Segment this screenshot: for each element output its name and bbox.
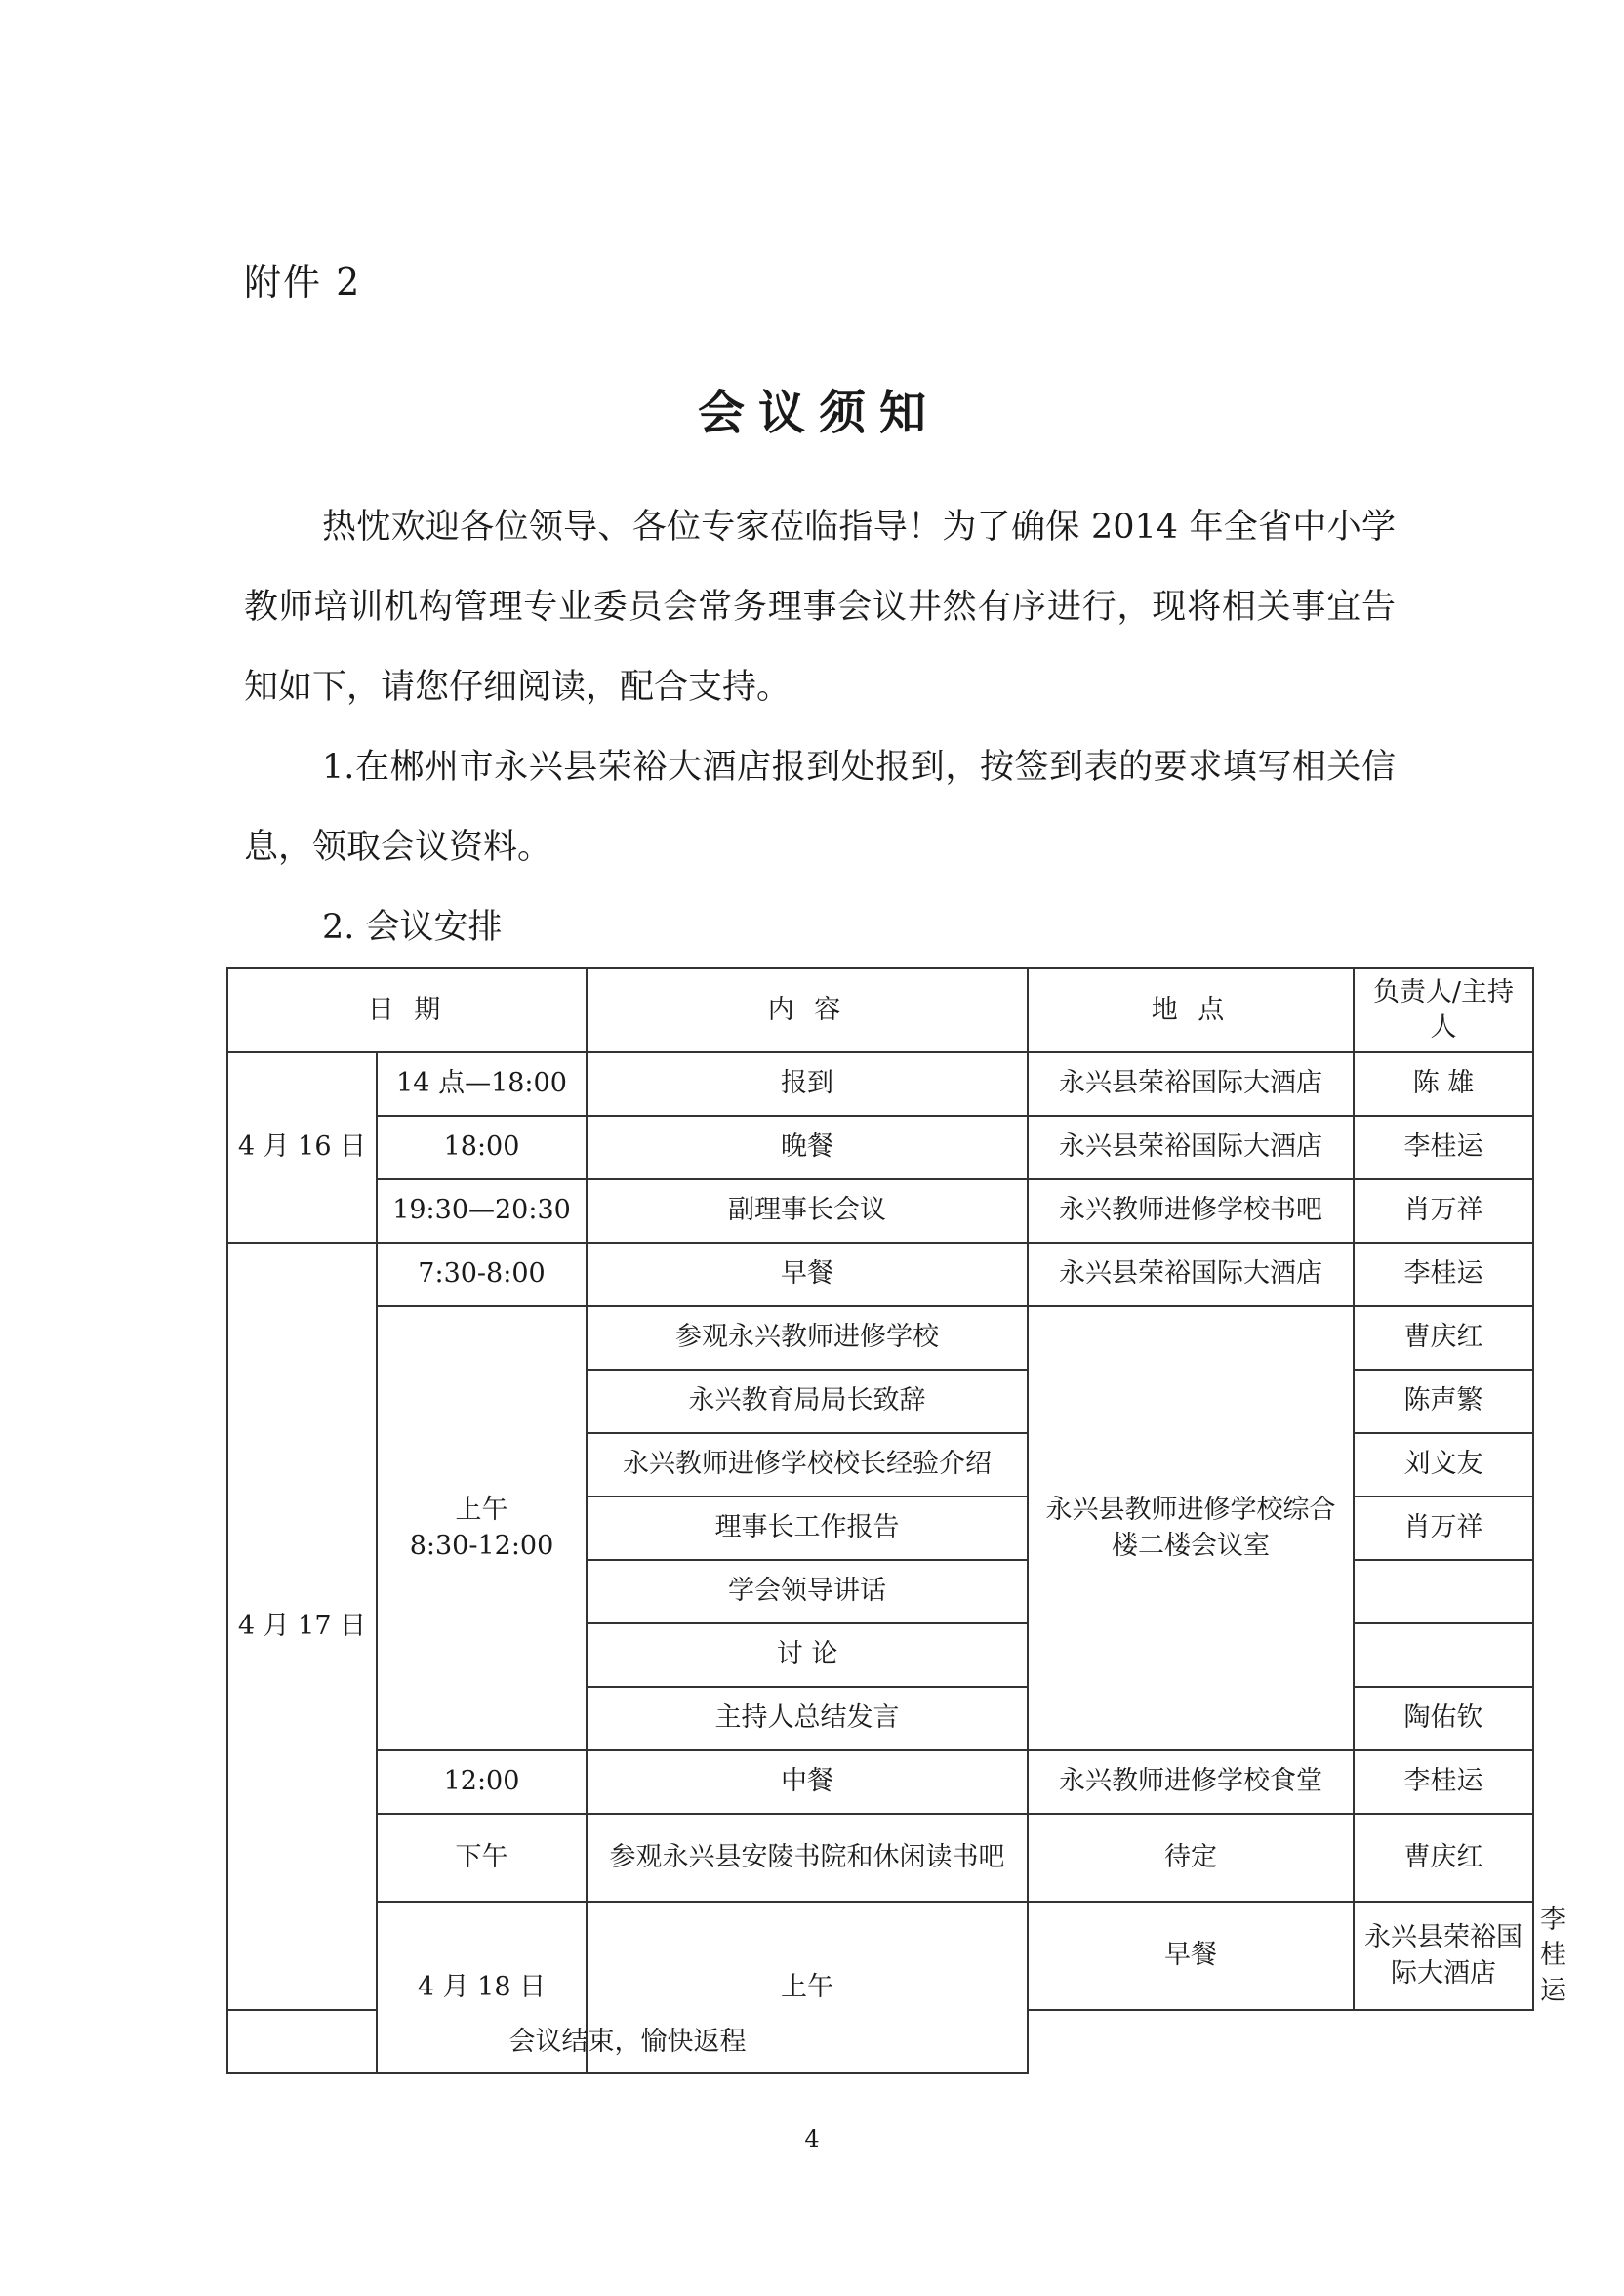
table-row bbox=[227, 1306, 1533, 1370]
table-row bbox=[227, 1814, 1533, 1902]
closing-cell: 会议结束，愉快返程 bbox=[227, 2010, 1028, 2073]
person-cell: 陶佑钦 bbox=[1354, 1687, 1533, 1750]
location-cell: 永兴县荣裕国际大酒店 bbox=[1028, 1116, 1354, 1179]
person-cell: 陈声繁 bbox=[1354, 1370, 1533, 1433]
content-cell: 参观永兴县安陵书院和休闲读书吧 bbox=[587, 1814, 1028, 1902]
table-row bbox=[227, 1750, 1533, 1814]
content-cell: 讨 论 bbox=[587, 1623, 1028, 1687]
location-cell: 永兴教师进修学校食堂 bbox=[1028, 1750, 1354, 1814]
table-row: 4 月 18 日 上午 早餐 永兴县荣裕国际大酒店 李桂运 bbox=[227, 1902, 1533, 2010]
person-cell: 肖万祥 bbox=[1354, 1179, 1533, 1243]
time-cell: 7:30-8:00 bbox=[377, 1243, 587, 1306]
time-cell: 下午 bbox=[377, 1814, 587, 1902]
person-cell: 曹庆红 bbox=[1354, 1306, 1533, 1370]
content-cell: 参观永兴教师进修学校 bbox=[587, 1306, 1028, 1370]
location-cell: 永兴县荣裕国际大酒店 bbox=[1028, 1052, 1354, 1116]
time-cell: 12:00 bbox=[377, 1750, 587, 1814]
page-number: 4 bbox=[804, 2125, 820, 2152]
person-cell: 曹庆红 bbox=[1354, 1814, 1533, 1902]
date-cell-17: 4 月 17 日 bbox=[227, 1243, 377, 2010]
header-location: 地 点 bbox=[1028, 968, 1354, 1052]
location-cell: 待定 bbox=[1028, 1814, 1354, 1902]
content-cell: 报到 bbox=[587, 1052, 1028, 1116]
location-cell: 永兴县荣裕国际大酒店 bbox=[1028, 1243, 1354, 1306]
content-cell: 主持人总结发言 bbox=[587, 1687, 1028, 1750]
item-1-paragraph: 1.在郴州市永兴县荣裕大酒店报到处报到，按签到表的要求填写相关信息，领取会议资料。 bbox=[244, 748, 1396, 867]
document-title: 会议须知 bbox=[697, 386, 940, 440]
attachment-label: 附件 2 bbox=[244, 261, 362, 304]
content-cell: 永兴教师进修学校校长经验介绍 bbox=[587, 1433, 1028, 1496]
time-cell: 14 点—18:00 bbox=[377, 1052, 587, 1116]
content-cell: 学会领导讲话 bbox=[587, 1560, 1028, 1623]
date-cell-16: 4 月 16 日 bbox=[227, 1052, 377, 1243]
person-cell: 肖万祥 bbox=[1354, 1496, 1533, 1560]
content-cell: 早餐 bbox=[1028, 1902, 1354, 2010]
location-cell: 永兴县荣裕国际大酒店 bbox=[1354, 1902, 1533, 2010]
schedule-table bbox=[226, 967, 1566, 2074]
content-cell: 中餐 bbox=[587, 1750, 1028, 1814]
table-row bbox=[227, 1052, 1533, 1116]
table-row bbox=[227, 1179, 1533, 1243]
content-cell: 理事长工作报告 bbox=[587, 1496, 1028, 1560]
person-cell: 李桂运 bbox=[1354, 1116, 1533, 1179]
person-cell: 李桂运 bbox=[1354, 1750, 1533, 1814]
morning-range: 8:30-12:00 bbox=[409, 1530, 554, 1561]
content-cell: 晚餐 bbox=[587, 1116, 1028, 1179]
table-row bbox=[227, 2010, 1533, 2073]
table-header-row bbox=[227, 968, 1533, 1052]
person-cell bbox=[1354, 1560, 1533, 1623]
person-cell: 李桂运 bbox=[1354, 1243, 1533, 1306]
time-cell: 19:30—20:30 bbox=[377, 1179, 587, 1243]
content-cell: 副理事长会议 bbox=[587, 1179, 1028, 1243]
table-row bbox=[227, 1116, 1533, 1179]
header-date: 日 期 bbox=[227, 968, 587, 1052]
person-cell: 刘文友 bbox=[1354, 1433, 1533, 1496]
content-cell: 永兴教育局局长致辞 bbox=[587, 1370, 1028, 1433]
person-cell: 陈 雄 bbox=[1354, 1052, 1533, 1116]
content-cell: 早餐 bbox=[587, 1243, 1028, 1306]
morning-label: 上午 bbox=[455, 1495, 508, 1526]
time-cell: 18:00 bbox=[377, 1116, 587, 1179]
location-cell: 永兴教师进修学校书吧 bbox=[1028, 1179, 1354, 1243]
time-cell: 上午 bbox=[587, 1902, 1028, 2073]
morning-location-cell: 永兴县教师进修学校综合楼二楼会议室 bbox=[1028, 1306, 1354, 1750]
header-person: 负责人/主持人 bbox=[1354, 968, 1533, 1052]
person-cell bbox=[1354, 1623, 1533, 1687]
table-row bbox=[227, 1243, 1533, 1306]
morning-time-cell bbox=[377, 1306, 587, 1750]
item-2-heading: 2. 会议安排 bbox=[322, 908, 503, 947]
header-content: 内 容 bbox=[587, 968, 1028, 1052]
date-cell-18: 4 月 18 日 bbox=[377, 1902, 587, 2073]
intro-paragraph: 热忱欢迎各位领导、各位专家莅临指导！为了确保 2014 年全省中小学教师培训机构管理专业委员会常务理事会议井然有序进行，现将相关事宜告知如下，请您仔细阅读，配合支持。 bbox=[244, 508, 1396, 707]
